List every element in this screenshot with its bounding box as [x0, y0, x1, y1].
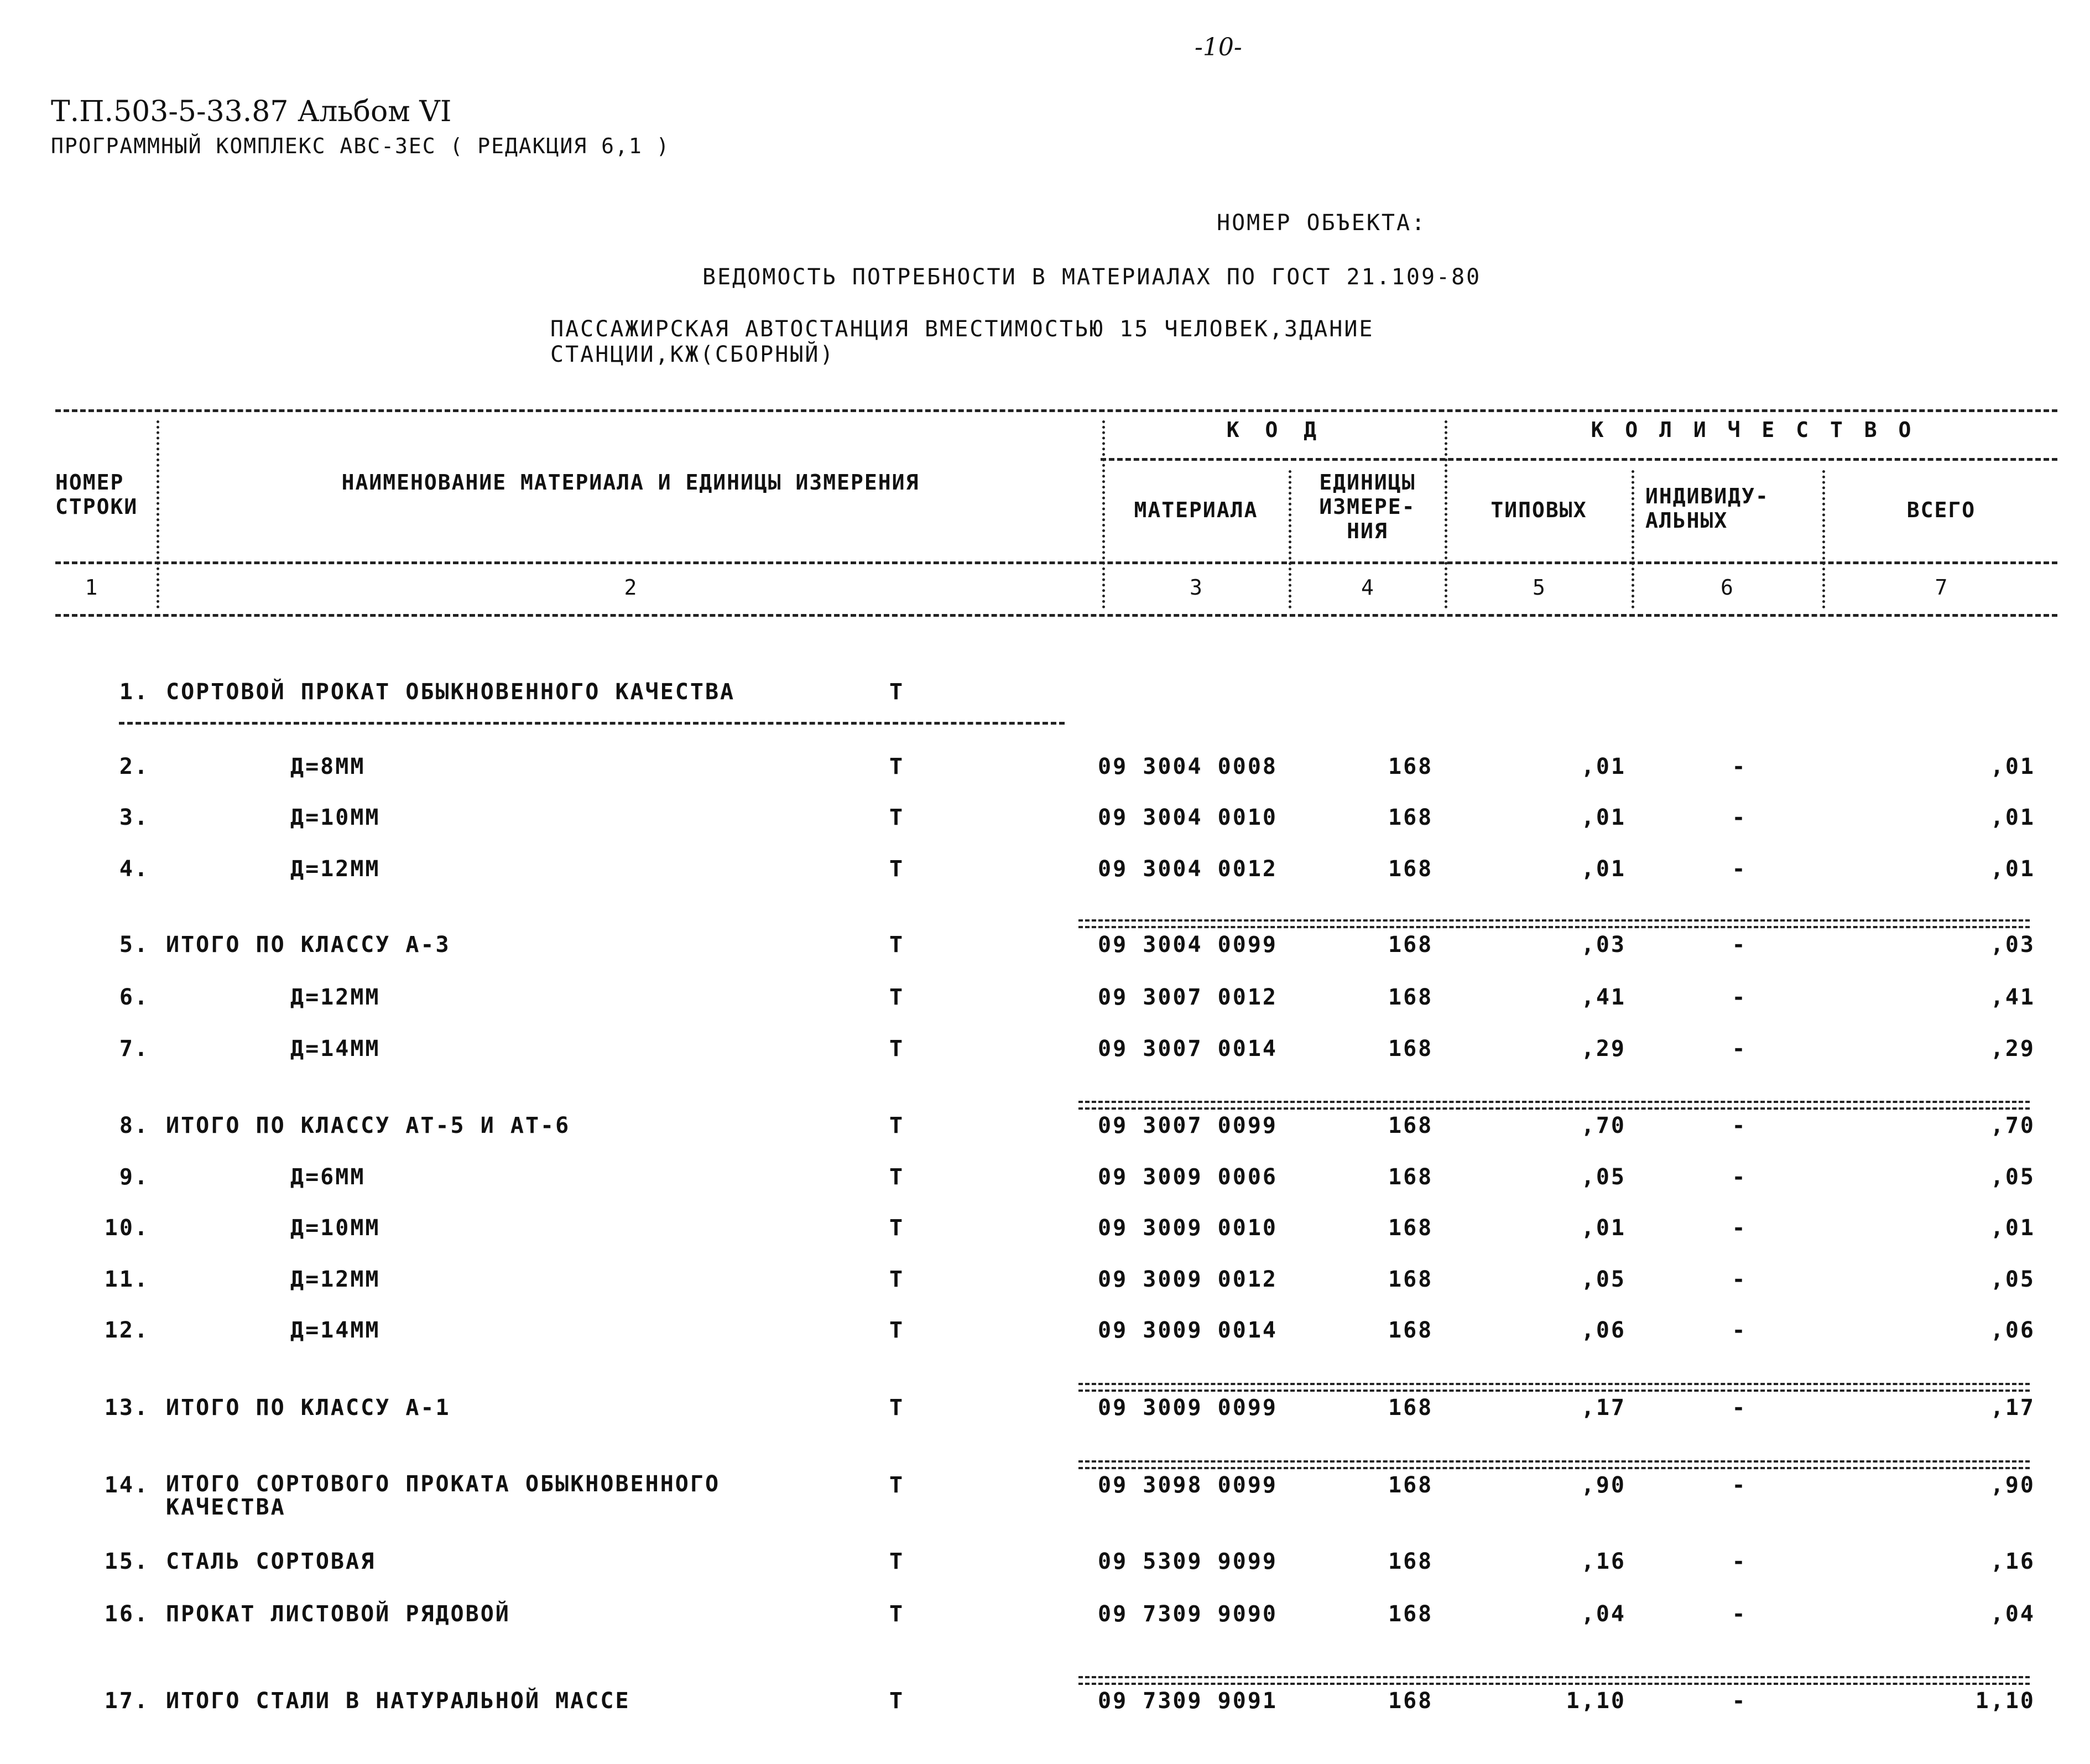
row-number: 8.	[119, 1113, 149, 1138]
header-bottom-rule	[55, 614, 2057, 617]
table-row	[0, 1036, 2090, 1069]
material-name: ИТОГО ПО КЛАССУ А-3	[166, 932, 451, 958]
qty-individual: -	[1732, 1549, 1747, 1574]
material-code: 09 7309 9090	[1098, 1601, 1278, 1627]
table-row	[0, 754, 2090, 787]
material-name: СТАЛЬ СОРТОВАЯ	[166, 1549, 376, 1574]
material-code: 09 3009 0006	[1098, 1164, 1278, 1190]
object-number-label: НОМЕР ОБЪЕКТА:	[1217, 210, 1427, 236]
qty-total: ,05	[1990, 1164, 2035, 1190]
qty-typical: ,01	[1581, 805, 1626, 830]
row-number: 2.	[119, 754, 149, 779]
unit-code: 168	[1388, 805, 1434, 830]
qty-typical: ,03	[1581, 932, 1626, 958]
qty-typical: ,05	[1581, 1164, 1626, 1190]
header-code-unit: ЕДИНИЦЫ ИЗМЕРЕ- НИЯ	[1319, 470, 1416, 543]
material-code: 09 3009 0010	[1098, 1215, 1278, 1241]
subtotal-rule	[1078, 919, 2030, 928]
unit-code: 168	[1388, 754, 1434, 779]
material-name: ПРОКАТ ЛИСТОВОЙ РЯДОВОЙ	[166, 1601, 510, 1627]
unit-code: 168	[1388, 1472, 1434, 1498]
qty-total: ,29	[1990, 1036, 2035, 1061]
material-name: ИТОГО СОРТОВОГО ПРОКАТА ОБЫКНОВЕННОГО КАЧЕСТВА	[166, 1471, 721, 1520]
unit-code: 168	[1388, 1601, 1434, 1627]
qty-total: ,01	[1990, 856, 2035, 882]
table-row	[0, 1318, 2090, 1351]
row-number: 5.	[119, 932, 149, 958]
col-separator	[1445, 420, 1447, 608]
unit-code: 168	[1388, 1549, 1434, 1574]
unit-code: 168	[1388, 932, 1434, 958]
material-name: ИТОГО СТАЛИ В НАТУРАЛЬНОЙ МАССЕ	[166, 1688, 630, 1714]
header-top-rule	[55, 409, 2057, 412]
qty-individual: -	[1732, 1472, 1747, 1498]
material-name: Д=12ММ	[290, 985, 381, 1010]
row-number: 9.	[119, 1164, 149, 1190]
table-row	[0, 1164, 2090, 1198]
qty-typical: ,01	[1581, 754, 1626, 779]
qty-typical: ,29	[1581, 1036, 1626, 1061]
unit-code: 168	[1388, 1113, 1434, 1138]
unit-code: 168	[1388, 1036, 1434, 1061]
unit: Т	[889, 1601, 905, 1627]
qty-typical: ,17	[1581, 1395, 1626, 1420]
table-row	[0, 1215, 2090, 1248]
qty-typical: ,16	[1581, 1549, 1626, 1574]
row-number: 15.	[104, 1549, 149, 1574]
qty-typical: ,01	[1581, 1215, 1626, 1241]
material-code: 09 3007 0012	[1098, 985, 1278, 1010]
table-row	[0, 1688, 2090, 1721]
column-number: 6	[1721, 575, 1733, 600]
statement-title: ВЕДОМОСТЬ ПОТРЕБНОСТИ В МАТЕРИАЛАХ ПО ГОСТ 21.109-80	[702, 264, 1482, 290]
qty-total: ,41	[1990, 985, 2035, 1010]
unit: Т	[889, 1318, 905, 1343]
qty-total: ,05	[1990, 1267, 2035, 1292]
qty-individual: -	[1732, 1395, 1747, 1420]
qty-total: ,17	[1990, 1395, 2035, 1420]
material-code: 09 3009 0014	[1098, 1318, 1278, 1343]
qty-individual: -	[1732, 805, 1747, 830]
qty-individual: -	[1732, 1267, 1747, 1292]
material-code: 09 7309 9091	[1098, 1688, 1278, 1714]
header-material-name: НАИМЕНОВАНИЕ МАТЕРИАЛА И ЕДИНИЦЫ ИЗМЕРЕНИЯ	[341, 470, 920, 495]
subtotal-rule	[1078, 1676, 2030, 1685]
row-number: 14.	[104, 1472, 149, 1498]
material-code: 09 3004 0012	[1098, 856, 1278, 882]
material-code: 09 3098 0099	[1098, 1472, 1278, 1498]
subtotal-rule	[1078, 1460, 2030, 1469]
qty-typical: 1,10	[1566, 1688, 1626, 1714]
header-code-material: МАТЕРИАЛА	[1134, 498, 1258, 522]
row-number: 13.	[104, 1395, 149, 1420]
unit: Т	[889, 754, 905, 779]
column-number: 1	[85, 575, 98, 600]
table-row	[0, 985, 2090, 1018]
unit-code: 168	[1388, 1164, 1434, 1190]
unit: Т	[889, 1113, 905, 1138]
row-number: 11.	[104, 1267, 149, 1292]
material-name: Д=10ММ	[290, 1215, 381, 1241]
object-name: ПАССАЖИРСКАЯ АВТОСТАНЦИЯ ВМЕСТИМОСТЬЮ 15 ЧЕЛОВЕК,ЗДАНИЕ СТАНЦИИ,КЖ(СБОРНЫЙ)	[550, 316, 1374, 367]
header-group-rule	[1101, 458, 2057, 461]
table-row	[0, 1113, 2090, 1146]
material-code: 09 3004 0099	[1098, 932, 1278, 958]
qty-individual: -	[1732, 932, 1747, 958]
header-mid-rule	[55, 561, 2057, 564]
qty-typical: ,05	[1581, 1267, 1626, 1292]
header-qty-typical: ТИПОВЫХ	[1490, 498, 1587, 522]
material-code: 09 3007 0099	[1098, 1113, 1278, 1138]
unit: Т	[889, 856, 905, 882]
unit: Т	[889, 985, 905, 1010]
unit: Т	[889, 1036, 905, 1061]
section-rule	[119, 722, 1065, 725]
material-name: СОРТОВОЙ ПРОКАТ ОБЫКНОВЕННОГО КАЧЕСТВА	[166, 679, 736, 705]
table-row	[0, 932, 2090, 965]
unit-code: 168	[1388, 1318, 1434, 1343]
material-name: Д=6ММ	[290, 1164, 366, 1190]
qty-individual: -	[1732, 1164, 1747, 1190]
document-reference: Т.П.503-5-33.87 Альбом VI	[51, 95, 452, 128]
material-code: 09 5309 9099	[1098, 1549, 1278, 1574]
material-code: 09 3004 0008	[1098, 754, 1278, 779]
table-row	[0, 1395, 2090, 1428]
qty-total: 1,10	[1975, 1688, 2035, 1714]
material-name: ИТОГО ПО КЛАССУ А-1	[166, 1395, 451, 1420]
material-name: Д=12ММ	[290, 1267, 381, 1292]
row-number: 17.	[104, 1688, 149, 1714]
col-separator	[157, 420, 159, 608]
material-name: Д=14ММ	[290, 1318, 381, 1343]
unit: Т	[889, 1472, 905, 1498]
header-quantity-group: К О Л И Ч Е С Т В О	[1591, 418, 1916, 442]
qty-individual: -	[1732, 754, 1747, 779]
row-number: 6.	[119, 985, 149, 1010]
qty-typical: ,70	[1581, 1113, 1626, 1138]
qty-total: ,90	[1990, 1472, 2035, 1498]
table-row	[0, 1549, 2090, 1582]
qty-total: ,06	[1990, 1318, 2035, 1343]
header-code-group: К О Д	[1226, 418, 1323, 442]
qty-individual: -	[1732, 1036, 1747, 1061]
unit: Т	[889, 1267, 905, 1292]
qty-typical: ,04	[1581, 1601, 1626, 1627]
unit-code: 168	[1388, 1267, 1434, 1292]
qty-total: ,04	[1990, 1601, 2035, 1627]
header-qty-individual: ИНДИВИДУ- АЛЬНЫХ	[1645, 484, 1769, 533]
row-number: 1.	[119, 679, 149, 705]
material-name: Д=12ММ	[290, 856, 381, 882]
subtotal-rule	[1078, 1383, 2030, 1392]
table-row	[0, 1471, 2090, 1520]
qty-total: ,01	[1990, 1215, 2035, 1241]
qty-total: ,70	[1990, 1113, 2035, 1138]
table-row	[0, 805, 2090, 838]
qty-individual: -	[1732, 856, 1747, 882]
row-number: 12.	[104, 1318, 149, 1343]
unit-code: 168	[1388, 1395, 1434, 1420]
material-name: Д=10ММ	[290, 805, 381, 830]
material-name: Д=14ММ	[290, 1036, 381, 1061]
unit: Т	[889, 1688, 905, 1714]
unit: Т	[889, 1164, 905, 1190]
qty-typical: ,06	[1581, 1318, 1626, 1343]
unit-code: 168	[1388, 1688, 1434, 1714]
table-row	[0, 1267, 2090, 1300]
material-code: 09 3007 0014	[1098, 1036, 1278, 1061]
subtotal-rule	[1078, 1101, 2030, 1110]
qty-typical: ,01	[1581, 856, 1626, 882]
column-number: 4	[1361, 575, 1374, 600]
unit: Т	[889, 1395, 905, 1420]
qty-individual: -	[1732, 1601, 1747, 1627]
column-number: 7	[1935, 575, 1948, 600]
page-number: -10-	[1195, 33, 1242, 61]
row-number: 10.	[104, 1215, 149, 1241]
row-number: 7.	[119, 1036, 149, 1061]
qty-typical: ,90	[1581, 1472, 1626, 1498]
unit-code: 168	[1388, 856, 1434, 882]
header-qty-total: ВСЕГО	[1906, 498, 1976, 522]
unit-code: 168	[1388, 985, 1434, 1010]
material-name: Д=8ММ	[290, 754, 366, 779]
qty-typical: ,41	[1581, 985, 1626, 1010]
column-number: 3	[1190, 575, 1202, 600]
col-separator	[1102, 420, 1105, 608]
qty-total: ,03	[1990, 932, 2035, 958]
column-number: 2	[624, 575, 637, 600]
qty-individual: -	[1732, 1318, 1747, 1343]
qty-individual: -	[1732, 1113, 1747, 1138]
unit: Т	[889, 1215, 905, 1241]
qty-total: ,01	[1990, 805, 2035, 830]
material-name: ИТОГО ПО КЛАССУ АТ-5 И АТ-6	[166, 1113, 571, 1138]
row-number: 4.	[119, 856, 149, 882]
table-row	[0, 856, 2090, 889]
qty-individual: -	[1732, 1688, 1747, 1714]
material-code: 09 3009 0099	[1098, 1395, 1278, 1420]
qty-total: ,16	[1990, 1549, 2035, 1574]
unit: Т	[889, 679, 905, 705]
row-number: 16.	[104, 1601, 149, 1627]
unit: Т	[889, 932, 905, 958]
qty-total: ,01	[1990, 754, 2035, 779]
qty-individual: -	[1732, 1215, 1747, 1241]
header-row-number: НОМЕР СТРОКИ	[55, 470, 138, 519]
unit: Т	[889, 1549, 905, 1574]
unit: Т	[889, 805, 905, 830]
program-line: ПРОГРАММНЫЙ КОМПЛЕКС АВС-3ЕС ( РЕДАКЦИЯ 6,1 )	[51, 134, 670, 158]
row-number: 3.	[119, 805, 149, 830]
material-code: 09 3009 0012	[1098, 1267, 1278, 1292]
qty-individual: -	[1732, 985, 1747, 1010]
table-row	[0, 679, 2090, 712]
table-row	[0, 1601, 2090, 1635]
unit-code: 168	[1388, 1215, 1434, 1241]
material-code: 09 3004 0010	[1098, 805, 1278, 830]
column-number: 5	[1533, 575, 1545, 600]
